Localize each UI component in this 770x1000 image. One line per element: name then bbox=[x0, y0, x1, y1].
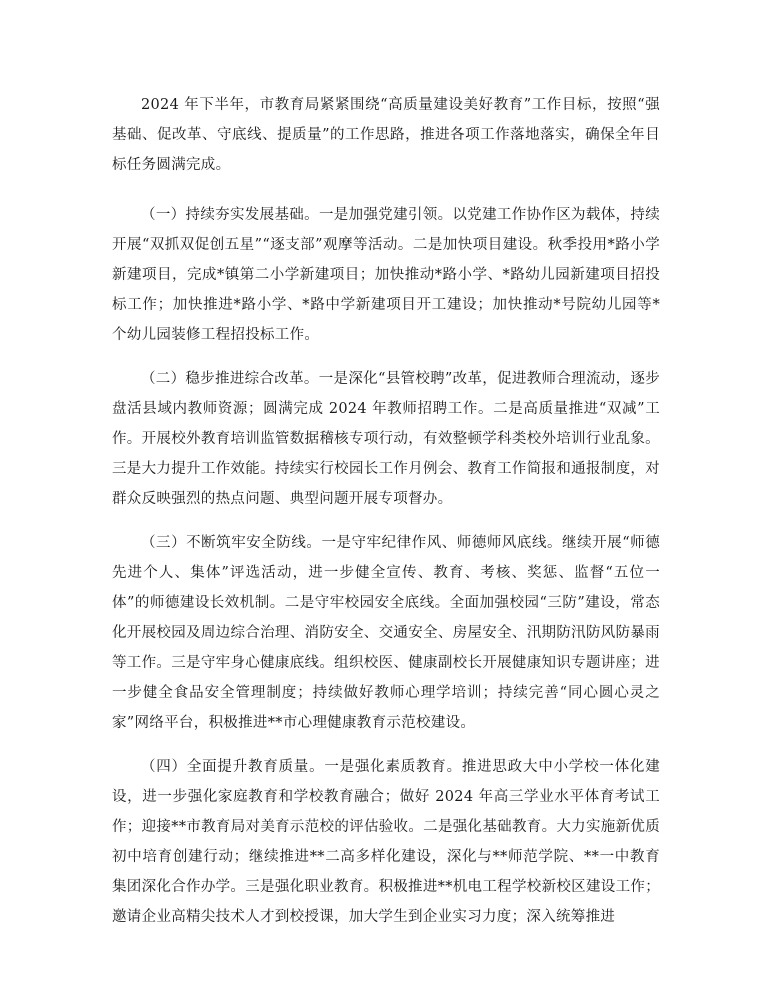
intro-paragraph: 2024 年下半年，市教育局紧紧围绕“高质量建设美好教育”工作目标，按照“强基础、促改革、守底线、提质量”的工作思路，推进各项工作落地落实，确保全年目标任务圆满完成。 bbox=[112, 97, 660, 173]
section-paragraph-2: （二）稳步推进综合改革。一是深化“县管校聘”改革，促进教师合理流动，逐步盘活县域内教师资源；圆满完成 2024 年教师招聘工作。二是高质量推进“双减”工作。开展校外教育培训监管数据稽核专项行动，有效整顿学科类校外培训行业乱象。三是大力提升工作效能。持续实行校园长工作月例会、教育工作简报和通报制度，对群众反映强烈的热点问题、典型问题开展专项督办。 bbox=[112, 371, 660, 507]
section-paragraph-4: （四）全面提升教育质量。一是强化素质教育。推进思政大中小学校一体化建设，进一步强化家庭教育和学校教育融合；做好 2024 年高三学业水平体育考试工作；迎接**市教育局对美育示范校的评估验收。二是强化基础教育。大力实施新优质初中培育创建行动；继续推进**二高多样化建设，深化与**师范学院、**一中教育集团深化合作办学。三是强化职业教育。积极推进**机电工程学校新校区建设工作；邀请企业高精尖技术人才到校授课，加大学生到企业实习力度；深入统筹推进 bbox=[112, 759, 660, 925]
section-paragraph-1: （一）持续夯实发展基础。一是加强党建引领。以党建工作协作区为载体，持续开展“双抓双促创五星”“逐支部”观摩等活动。二是加快项目建设。秋季投用*路小学新建项目，完成*镇第二小学新建项目；加快推动*路小学、*路幼儿园新建项目招投标工作；加快推进*路小学、*路中学新建项目开工建设；加快推动*号院幼儿园等*个幼儿园装修工程招投标工作。 bbox=[112, 207, 660, 343]
document-body bbox=[112, 90, 660, 946]
section-paragraph-3: （三）不断筑牢安全防线。一是守牢纪律作风、师德师风底线。继续开展“师德先进个人、集体”评选活动，进一步健全宣传、教育、考核、奖惩、监督“五位一体”的师德建设长效机制。二是守牢校园安全底线。全面加强校园“三防”建设，常态化开展校园及周边综合治理、消防安全、交通安全、房屋安全、汛期防汛防风防暴雨等工作。三是守牢身心健康底线。组织校医、健康副校长开展健康知识专题讲座；进一步健全食品安全管理制度；持续做好教师心理学培训；持续完善“同心圆心灵之家”网络平台，积极推进**市心理健康教育示范校建设。 bbox=[112, 535, 660, 731]
